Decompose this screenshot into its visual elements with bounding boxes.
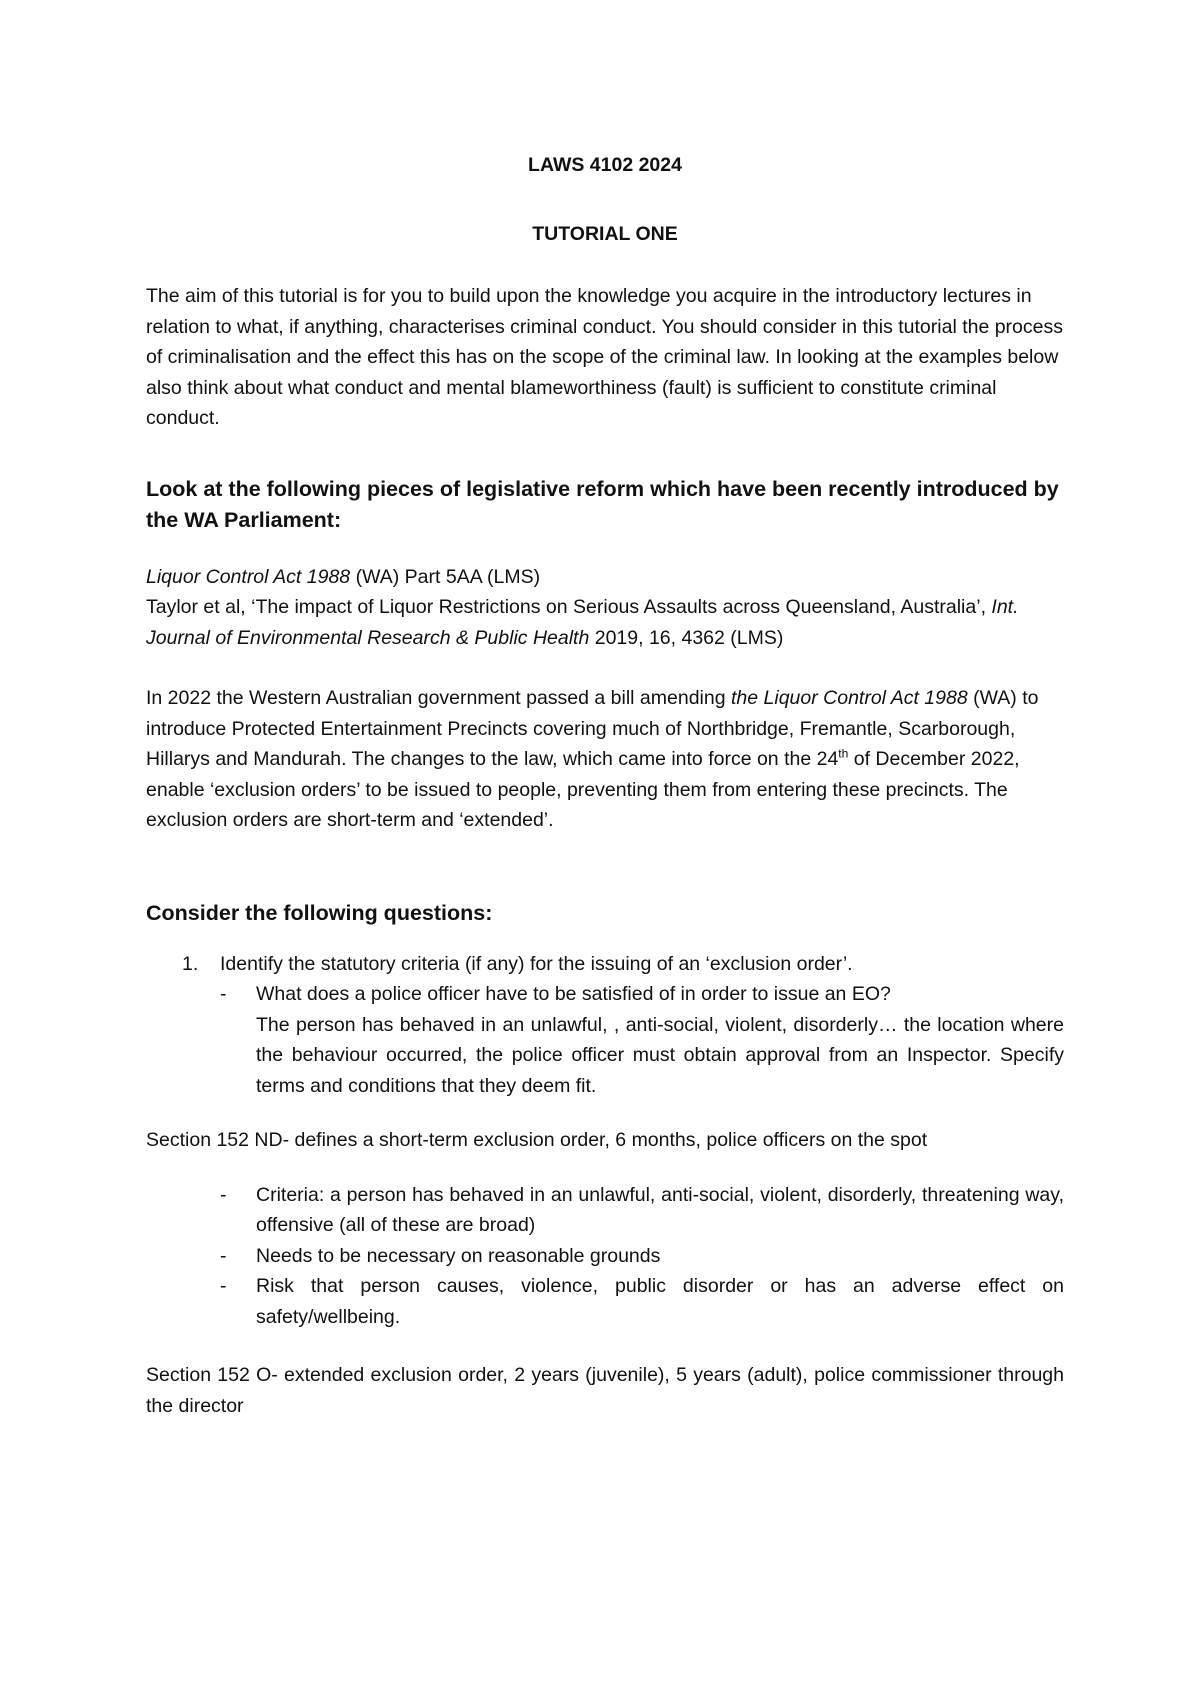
precincts-paragraph	[146, 683, 1064, 836]
ordinal-suffix: th	[838, 746, 849, 761]
question-1-subitem	[220, 979, 1064, 1101]
dash-bullet: -	[220, 1244, 227, 1267]
reference-liquor-act-detail: (WA) Part 5AA (LMS)	[350, 565, 541, 588]
nd-criteria-text: Criteria: a person has behaved in an unlawful, anti-social, violent, disorderly, threatening way, offensive (all of these are broad)	[256, 1183, 1064, 1236]
question-1-subtext: What does a police officer have to be satisfied of in order to issue an EO?	[256, 983, 891, 1005]
nd-criteria-item	[146, 1180, 1064, 1241]
reference-taylor-journal: Int. Journal of Environmental Research & Public Health	[146, 596, 1019, 649]
nd-necessary-text: Needs to be necessary on reasonable grounds	[256, 1244, 661, 1267]
question-1-number: 1.	[182, 952, 199, 975]
precincts-text-b: (WA) to introduce Protected Entertainment Precincts covering much of Northbridge, Fremantle, Scarborough, Hillarys and Mandurah. The changes to the law, which came into force on the 24	[146, 687, 1039, 770]
question-1-sublist	[220, 979, 1064, 1101]
nd-necessary-item	[146, 1241, 1064, 1272]
question-list	[146, 949, 1064, 1102]
references	[146, 562, 1064, 654]
precincts-text-a: In 2022 the Western Australian government passed a bill amending	[146, 687, 731, 709]
reference-liquor-act-title: Liquor Control Act 1988	[146, 565, 351, 588]
reference-taylor-authors: Taylor et al, ‘The impact of Liquor Restrictions on Serious Assaults across Queensland, Australia’,	[146, 596, 992, 618]
nd-risk-item	[146, 1271, 1064, 1332]
document-body	[146, 150, 1064, 1421]
reform-heading: Look at the following pieces of legislative reform which have been recently introduced by the WA Parliament:	[146, 476, 1059, 532]
course-title: LAWS 4102 2024	[528, 154, 682, 176]
reference-taylor-detail: 2019, 16, 4362 (LMS)	[589, 626, 784, 649]
section-152-o: Section 152 O- extended exclusion order, 2 years (juvenile), 5 years (adult), police commissioner through the director	[146, 1364, 1064, 1417]
reference-liquor-act	[146, 562, 1064, 593]
tutorial-title: TUTORIAL ONE	[532, 222, 678, 245]
questions-heading: Consider the following questions:	[146, 900, 493, 925]
section-152-nd: Section 152 ND- defines a short-term exclusion order, 6 months, police officers on the spot	[146, 1129, 928, 1151]
question-1-text: Identify the statutory criteria (if any) for the issuing of an ‘exclusion order’.	[220, 952, 853, 975]
precincts-text-c: of December 2022, enable ‘exclusion orders’ to be issued to people, preventing them from entering these precincts. The exclusion orders are short-term and ‘extended’.	[146, 748, 1020, 831]
question-1-answer: The person has behaved in an unlawful, , anti-social, violent, disorderly… the location where the behaviour occurred, the police officer must obtain approval from an Inspector. Specify terms and conditions that they deem fit.	[256, 1013, 1064, 1097]
intro-paragraph: The aim of this tutorial is for you to build upon the knowledge you acquire in the introductory lectures in relation to what, if anything, characterises criminal conduct. You should consider in this tutorial the process of criminalisation and the effect this has on the scope of the criminal law. In looking at the examples below also think about what conduct and mental blameworthiness (fault) is sufficient to constitute criminal conduct.	[146, 285, 1063, 429]
nd-risk-text: Risk that person causes, violence, public disorder or has an adverse effect on safety/wellbeing.	[256, 1275, 1064, 1328]
dash-bullet: -	[220, 983, 227, 1005]
question-1	[146, 949, 1064, 1102]
section-152-nd-list	[146, 1180, 1064, 1333]
precincts-act-title: the Liquor Control Act 1988	[731, 687, 968, 709]
dash-bullet: -	[220, 1183, 227, 1206]
dash-bullet: -	[220, 1275, 227, 1297]
reference-taylor	[146, 592, 1064, 653]
